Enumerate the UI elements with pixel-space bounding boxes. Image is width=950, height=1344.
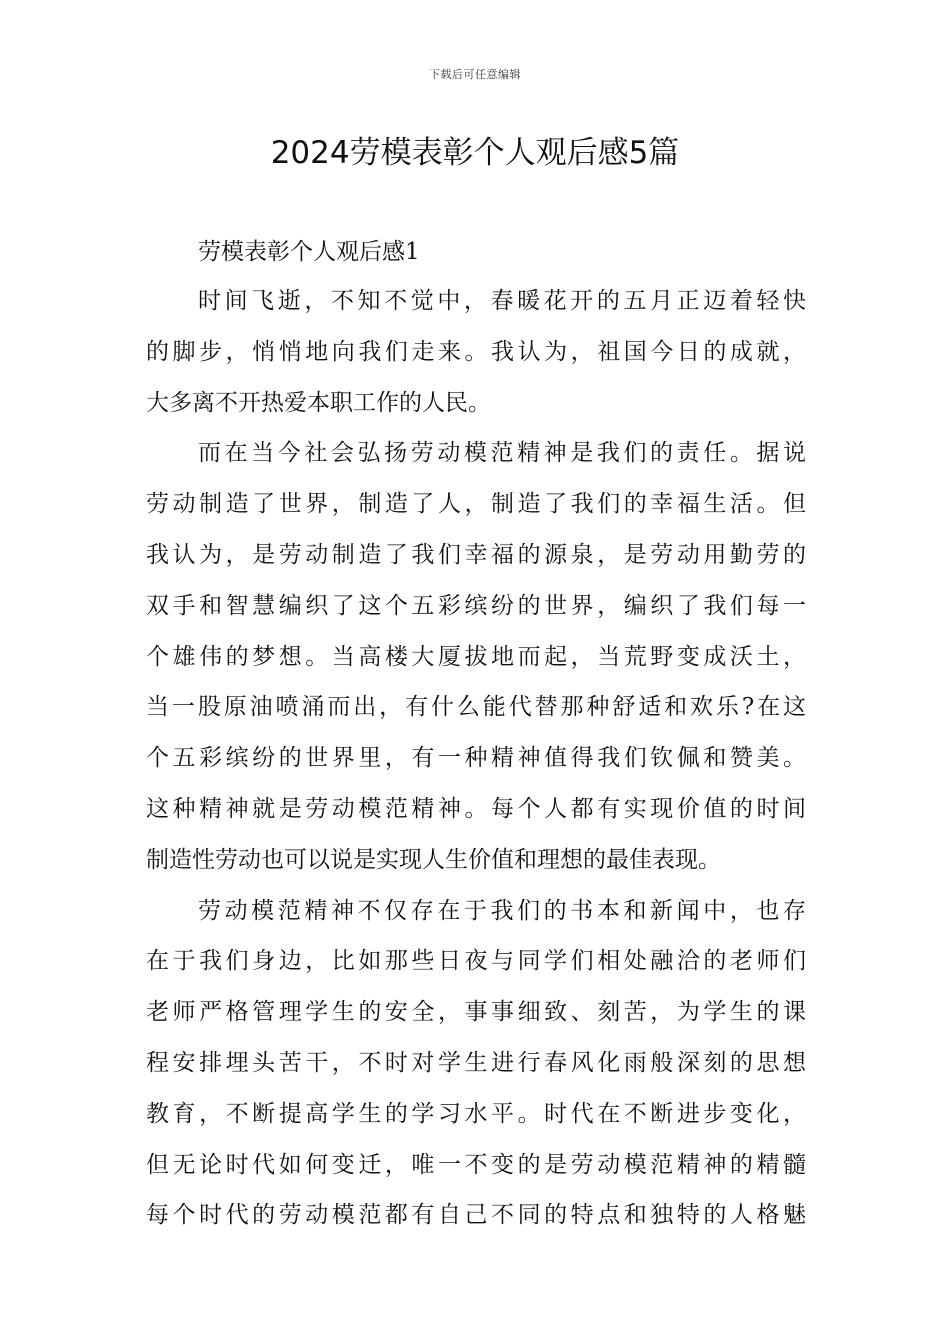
text-line: 制造性劳动也可以说是实现人生价值和理想的最佳表现。: [146, 846, 721, 873]
text-line: 这种精神就是劳动模范精神。每个人都有实现价值的时间: [146, 795, 806, 822]
paragraph-1: [146, 276, 806, 428]
text-line: 而在当今社会弘扬劳动模范精神是我们的责任。据说: [198, 440, 806, 467]
text-line: 时间飞逝，不知不觉中，春暖花开的五月正迈着轻快: [198, 288, 806, 314]
text-line: 在于我们身边，比如那些日夜与同学们相处融洽的老师们: [146, 948, 806, 975]
text-line: 程安排埋头苦干，不时对学生进行春风化雨般深刻的思想: [146, 1049, 806, 1076]
text-line: 当一股原油喷涌而出，有什么能代替那种舒适和欢乐?在这: [146, 694, 806, 721]
document-title: 2024劳模表彰个人观后感5篇: [270, 135, 680, 171]
text-line: 教育，不断提高学生的学习水平。时代在不断进步变化，: [146, 1100, 806, 1127]
text-line: 每个时代的劳动模范都有自己不同的特点和独特的人格魅: [146, 1202, 806, 1229]
text-line: 劳动制造了世界，制造了人，制造了我们的幸福生活。但: [146, 491, 806, 518]
text-line: 劳动模范精神不仅存在于我们的书本和新闻中，也存: [198, 897, 806, 924]
paragraph-3: [146, 886, 806, 1242]
text-line: 大多离不开热爱本职工作的人民。: [146, 389, 491, 416]
header-note: 下载后可任意编辑: [429, 68, 521, 81]
text-line: 老师严格管理学生的安全，事事细致、刻苦，为学生的课: [146, 999, 806, 1026]
text-line: 个雄伟的梦想。当高楼大厦拔地而起，当荒野变成沃土，: [146, 643, 806, 670]
text-line: 我认为，是劳动制造了我们幸福的源泉，是劳动用勤劳的: [146, 541, 806, 568]
text-line: 的脚步，悄悄地向我们走来。我认为，祖国今日的成就，: [146, 338, 806, 365]
section-heading: 劳模表彰个人观后感1: [198, 239, 420, 265]
document-body: [146, 228, 806, 1241]
text-line: 双手和智慧编织了这个五彩缤纷的世界，编织了我们每一: [146, 592, 806, 619]
text-line: 个五彩缤纷的世界里，有一种精神值得我们钦佩和赞美。: [146, 745, 806, 772]
paragraph-2: [146, 428, 806, 885]
text-line: 但无论时代如何变迁，唯一不变的是劳动模范精神的精髓: [146, 1151, 806, 1178]
